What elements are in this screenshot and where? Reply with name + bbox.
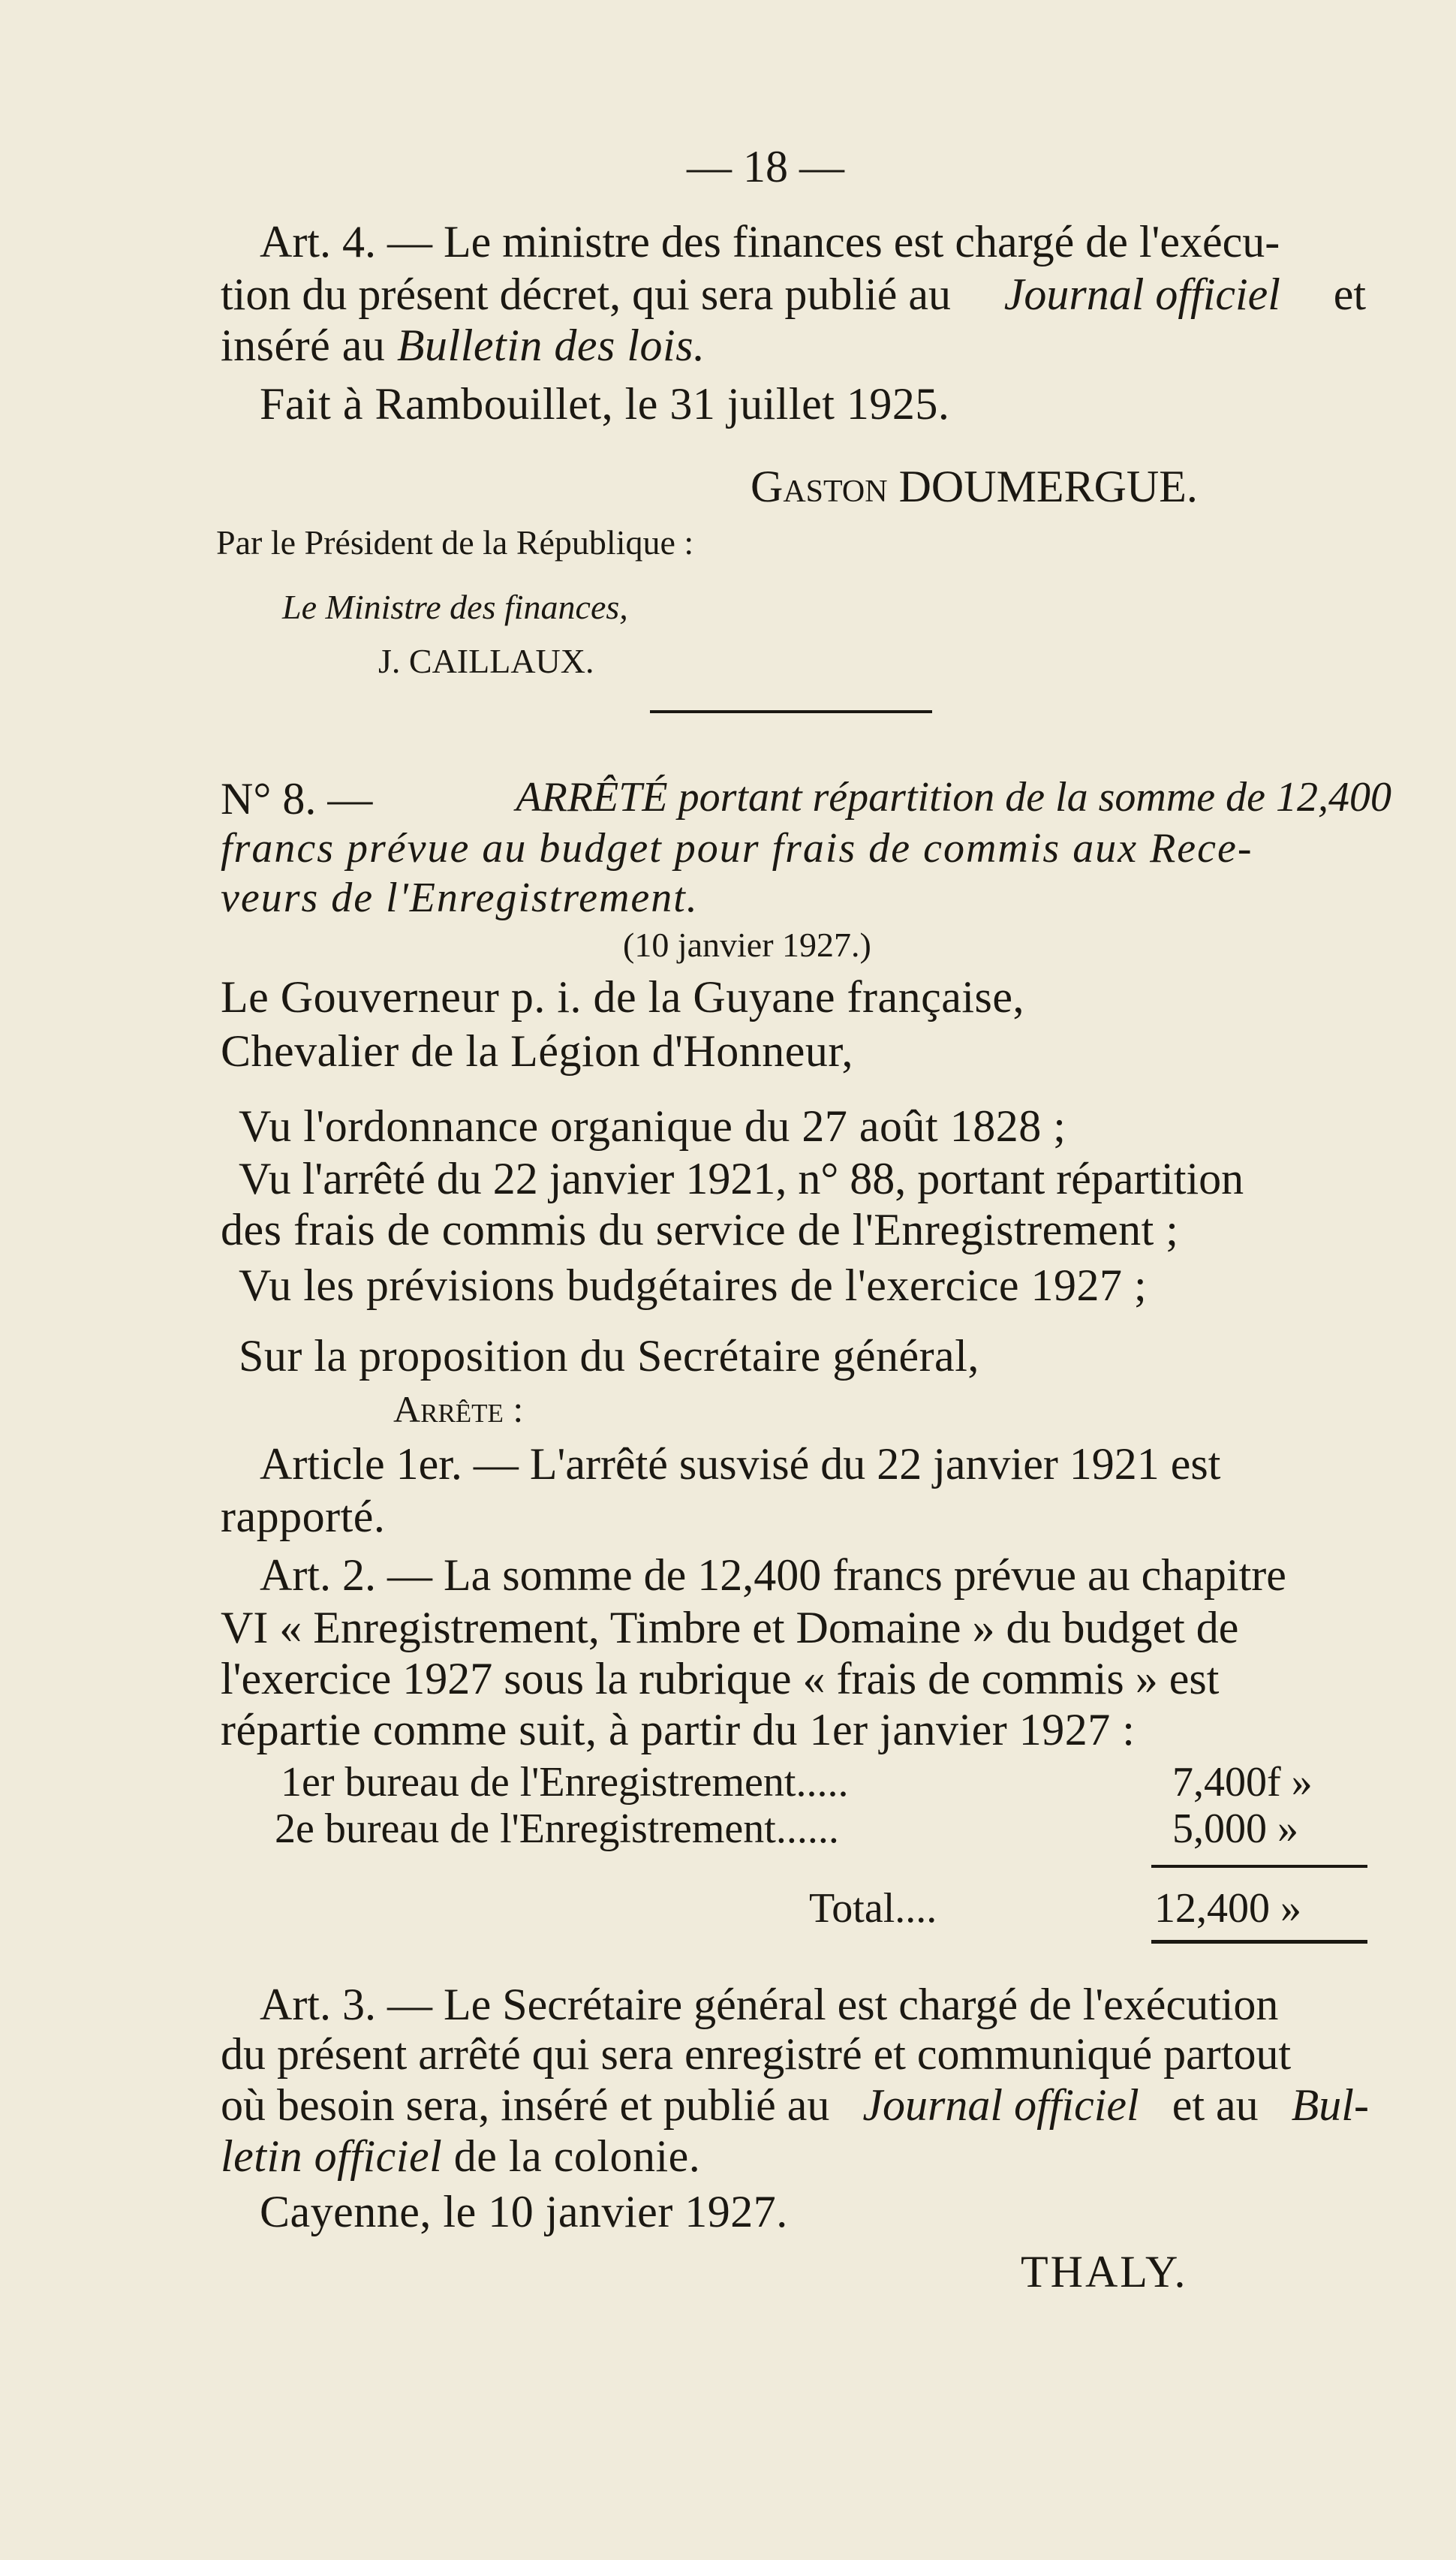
arrete-date: (10 janvier 1927.) bbox=[623, 926, 871, 964]
fait-line: Fait à Rambouillet, le 31 juillet 1925. bbox=[260, 379, 950, 429]
row-label: 2e bureau de l'Enregistrement...... bbox=[275, 1806, 839, 1852]
article-3-text-4: de la colonie. bbox=[453, 2131, 701, 2181]
art4-line-3-a: inséré au bbox=[221, 321, 386, 370]
article-2-line-3 bbox=[221, 1656, 1369, 1701]
article-1-text: Article 1er. — L'arrêté susvisé du 22 janvier 1921 est bbox=[260, 1439, 1221, 1489]
total-label: Total.... bbox=[809, 1885, 937, 1932]
le-ministre-text: Le Ministre des finances, bbox=[282, 588, 628, 626]
article-2-text-3: l'exercice 1927 sous la rubrique « frais de commis » est bbox=[221, 1654, 1220, 1703]
gouverneur-line: Le Gouverneur p. i. de la Guyane française, bbox=[221, 972, 1025, 1022]
page-number: — 18 — bbox=[687, 142, 844, 191]
total-amount: 12,400 » bbox=[1154, 1885, 1301, 1932]
vu-arrete-1-text: Vu l'arrêté du 22 janvier 1921, n° 88, portant répartition bbox=[239, 1154, 1244, 1203]
arrete-label: Arrête : bbox=[393, 1388, 524, 1430]
article-3-line-2 bbox=[221, 2031, 1369, 2077]
article-2-text-2: VI « Enregistrement, Timbre et Domaine » du budget de bbox=[221, 1603, 1239, 1652]
le-ministre bbox=[282, 590, 628, 625]
article-3-line-4 bbox=[221, 2131, 701, 2181]
vu-arrete-line-1 bbox=[239, 1156, 1369, 1201]
article-2-line-4: répartie comme suit, à partir du 1er janvier 1927 : bbox=[221, 1705, 1136, 1754]
signature-president: Gaston DOUMERGUE. bbox=[751, 462, 1198, 511]
article-3-line-1 bbox=[260, 1982, 1369, 2027]
bulletin-officiel-ref: letin officiel bbox=[221, 2131, 443, 2181]
arrete-number: N° 8. — bbox=[221, 774, 373, 824]
art4-line-2 bbox=[221, 272, 1366, 317]
article-2-text-1: Art. 2. — La somme de 12,400 francs prévue au chapitre bbox=[260, 1550, 1286, 1600]
arrete-title-3: veurs de l'Enregistrement. bbox=[221, 875, 699, 921]
section-divider bbox=[650, 710, 932, 713]
vu-arrete-line-2: des frais de commis du service de l'Enregistrement ; bbox=[221, 1205, 1179, 1254]
arrete-title-line-3 bbox=[221, 877, 699, 919]
cayenne-date: Cayenne, le 10 janvier 1927. bbox=[260, 2187, 788, 2236]
article-2-line-2 bbox=[221, 1605, 1369, 1650]
row-amount: 7,400f » bbox=[1172, 1759, 1313, 1806]
article-2-line-1 bbox=[260, 1550, 1369, 1600]
row-amount: 5,000 » bbox=[1172, 1806, 1298, 1852]
arrete-title-line-2 bbox=[221, 825, 1369, 872]
article-1-line-2: rapporté. bbox=[221, 1492, 386, 1541]
bulletin-ref: Bul- bbox=[1291, 2080, 1369, 2130]
article-3-text-3b: et au bbox=[1172, 2080, 1259, 2130]
article-1-line-1 bbox=[260, 1439, 1369, 1489]
art4-line-3 bbox=[221, 323, 705, 368]
article-3-line-3 bbox=[221, 2080, 1369, 2130]
row-label: 1er bureau de l'Enregistrement..... bbox=[281, 1759, 849, 1806]
arrete-title-line-1 bbox=[221, 774, 1391, 824]
chevalier-line: Chevalier de la Légion d'Honneur, bbox=[221, 1026, 853, 1076]
article-3-text-3a: où besoin sera, inséré et publié au bbox=[221, 2080, 830, 2130]
arrete-title-1: ARRÊTÉ portant répartition de la somme de 12,400 bbox=[516, 774, 1391, 821]
art4-line-1-text: Art. 4. — Le ministre des finances est chargé de l'exécu- bbox=[260, 217, 1280, 267]
article-3-text-1: Art. 3. — Le Secrétaire général est chargé de l'exécution bbox=[260, 1980, 1279, 2029]
art4-line-2-a: tion du présent décret, qui sera publié au bbox=[221, 270, 952, 319]
article-3-text-2: du présent arrêté qui sera enregistré et communiqué partout bbox=[221, 2029, 1292, 2079]
journal-officiel-ref: Journal officiel bbox=[1003, 270, 1280, 319]
signature-thaly: THALY. bbox=[1021, 2247, 1188, 2296]
art4-line-1 bbox=[260, 217, 1366, 267]
sum-rule bbox=[1151, 1865, 1367, 1868]
vu-ordonnance: Vu l'ordonnance organique du 27 août 1828 ; bbox=[239, 1101, 1066, 1151]
vu-previsions: Vu les prévisions budgétaires de l'exercice 1927 ; bbox=[239, 1260, 1148, 1310]
par-le-president: Par le Président de la République : bbox=[216, 523, 694, 562]
signature-ministre: J. CAILLAUX. bbox=[378, 642, 594, 680]
sur-proposition: Sur la proposition du Secrétaire général, bbox=[239, 1331, 979, 1381]
arrete-title-2: francs prévue au budget pour frais de commis aux Rece- bbox=[221, 825, 1253, 872]
total-rule bbox=[1151, 1940, 1367, 1944]
art4-line-2-b: et bbox=[1333, 270, 1366, 319]
journal-officiel-ref-2: Journal officiel bbox=[862, 2080, 1139, 2130]
bulletin-des-lois-ref: Bulletin des lois. bbox=[396, 321, 705, 370]
